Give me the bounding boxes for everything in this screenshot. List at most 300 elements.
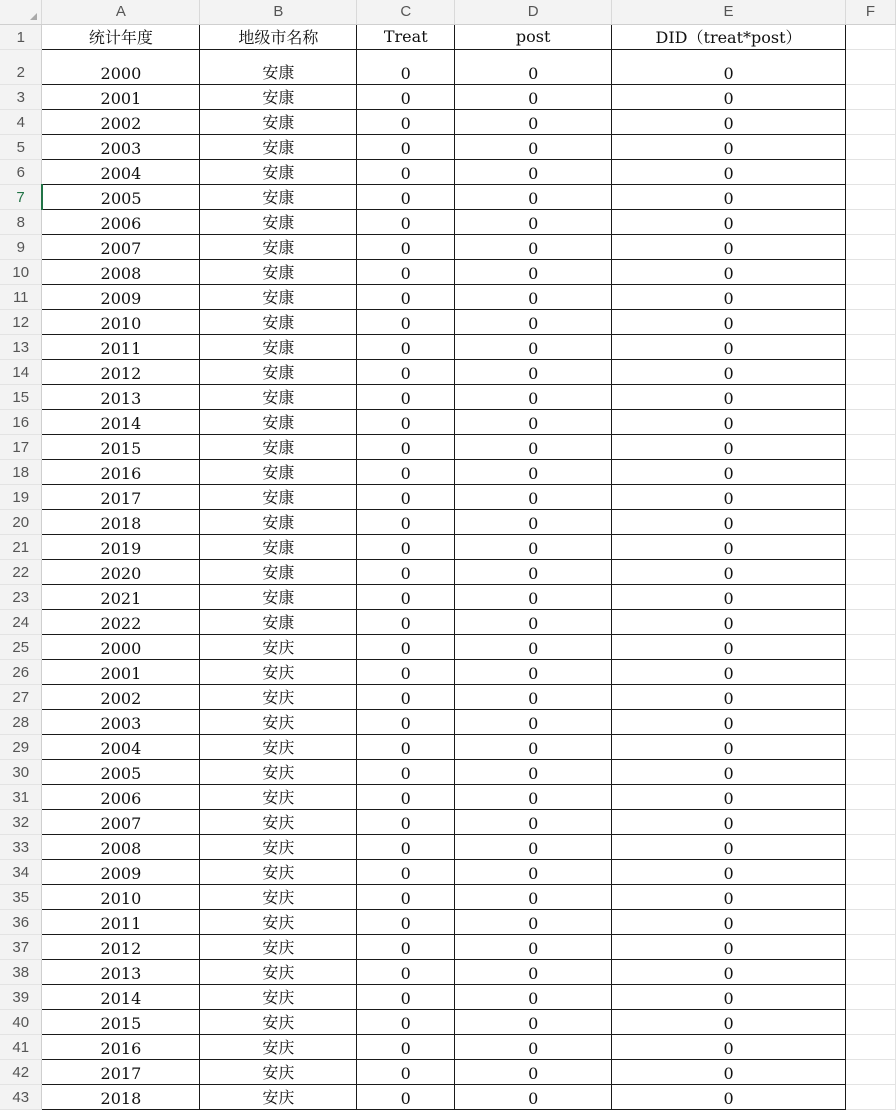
cell-did[interactable]: 0 [612, 409, 846, 434]
row-header[interactable]: 31 [0, 784, 42, 809]
cell-did[interactable]: 0 [612, 134, 846, 159]
cell-year[interactable]: 2016 [42, 1034, 200, 1059]
cell-post[interactable]: 0 [455, 784, 612, 809]
cell-treat[interactable]: 0 [357, 84, 455, 109]
row-header[interactable]: 36 [0, 909, 42, 934]
row-header[interactable]: 23 [0, 584, 42, 609]
cell-treat[interactable]: 0 [357, 884, 455, 909]
cell-did[interactable]: 0 [612, 534, 846, 559]
cell-empty[interactable] [846, 49, 896, 84]
cell-city[interactable]: 安庆 [200, 709, 357, 734]
cell-city[interactable]: 安康 [200, 134, 357, 159]
cell-did[interactable]: 0 [612, 559, 846, 584]
cell-empty[interactable] [846, 24, 896, 49]
cell-city-header[interactable]: 地级市名称 [200, 24, 357, 49]
row-header[interactable]: 40 [0, 1009, 42, 1034]
cell-empty[interactable] [846, 809, 896, 834]
cell-empty[interactable] [846, 459, 896, 484]
cell-did[interactable]: 0 [612, 1059, 846, 1084]
cell-did[interactable]: 0 [612, 734, 846, 759]
cell-did[interactable]: 0 [612, 259, 846, 284]
cell-empty[interactable] [846, 759, 896, 784]
cell-city[interactable]: 安康 [200, 109, 357, 134]
row-header[interactable]: 39 [0, 984, 42, 1009]
cell-empty[interactable] [846, 584, 896, 609]
cell-empty[interactable] [846, 859, 896, 884]
cell-year[interactable]: 2021 [42, 584, 200, 609]
cell-treat[interactable]: 0 [357, 534, 455, 559]
cell-post[interactable]: 0 [455, 909, 612, 934]
row-header[interactable]: 28 [0, 709, 42, 734]
row-header[interactable]: 6 [0, 159, 42, 184]
cell-city[interactable]: 安庆 [200, 659, 357, 684]
cell-post[interactable]: 0 [455, 384, 612, 409]
cell-post[interactable]: 0 [455, 759, 612, 784]
cell-did[interactable]: 0 [612, 1009, 846, 1034]
cell-treat[interactable]: 0 [357, 384, 455, 409]
cell-did[interactable]: 0 [612, 909, 846, 934]
cell-year[interactable]: 2012 [42, 359, 200, 384]
cell-did[interactable]: 0 [612, 884, 846, 909]
cell-empty[interactable] [846, 834, 896, 859]
cell-post[interactable]: 0 [455, 584, 612, 609]
cell-post[interactable]: 0 [455, 834, 612, 859]
cell-city[interactable]: 安康 [200, 159, 357, 184]
cell-empty[interactable] [846, 159, 896, 184]
cell-post[interactable]: 0 [455, 334, 612, 359]
row-header[interactable]: 13 [0, 334, 42, 359]
cell-year[interactable]: 2015 [42, 1009, 200, 1034]
cell-city[interactable]: 安庆 [200, 809, 357, 834]
cell-city[interactable]: 安庆 [200, 1034, 357, 1059]
cell-post[interactable]: 0 [455, 934, 612, 959]
cell-city[interactable]: 安康 [200, 384, 357, 409]
cell-treat[interactable]: 0 [357, 434, 455, 459]
cell-post[interactable]: 0 [455, 84, 612, 109]
cell-post[interactable]: 0 [455, 434, 612, 459]
row-header[interactable]: 5 [0, 134, 42, 159]
cell-year[interactable]: 2007 [42, 809, 200, 834]
cell-did[interactable]: 0 [612, 209, 846, 234]
cell-post[interactable]: 0 [455, 109, 612, 134]
cell-treat[interactable]: 0 [357, 334, 455, 359]
row-header[interactable]: 3 [0, 84, 42, 109]
cell-year[interactable]: 2016 [42, 459, 200, 484]
row-header[interactable]: 27 [0, 684, 42, 709]
cell-treat[interactable]: 0 [357, 134, 455, 159]
cell-empty[interactable] [846, 1084, 896, 1109]
cell-post[interactable]: 0 [455, 659, 612, 684]
cell-post[interactable]: 0 [455, 284, 612, 309]
cell-city[interactable]: 安康 [200, 559, 357, 584]
row-header[interactable]: 37 [0, 934, 42, 959]
cell-city[interactable]: 安康 [200, 334, 357, 359]
cell-year[interactable]: 2000 [42, 49, 200, 84]
row-header[interactable]: 19 [0, 484, 42, 509]
cell-post[interactable]: 0 [455, 809, 612, 834]
cell-post[interactable]: 0 [455, 259, 612, 284]
cell-city[interactable]: 安康 [200, 234, 357, 259]
cell-did[interactable]: 0 [612, 359, 846, 384]
cell-year[interactable]: 2006 [42, 209, 200, 234]
cell-year[interactable]: 2012 [42, 934, 200, 959]
cell-did[interactable]: 0 [612, 334, 846, 359]
row-header[interactable]: 17 [0, 434, 42, 459]
cell-post[interactable]: 0 [455, 509, 612, 534]
cell-treat[interactable]: 0 [357, 934, 455, 959]
cell-treat[interactable]: 0 [357, 959, 455, 984]
cell-did[interactable]: 0 [612, 234, 846, 259]
row-header[interactable]: 9 [0, 234, 42, 259]
cell-empty[interactable] [846, 109, 896, 134]
cell-city[interactable]: 安庆 [200, 884, 357, 909]
row-header[interactable]: 11 [0, 284, 42, 309]
cell-empty[interactable] [846, 559, 896, 584]
cell-year[interactable]: 2014 [42, 409, 200, 434]
cell-post[interactable]: 0 [455, 609, 612, 634]
cell-year[interactable]: 2008 [42, 834, 200, 859]
cell-treat[interactable]: 0 [357, 484, 455, 509]
cell-treat[interactable]: 0 [357, 734, 455, 759]
cell-post[interactable]: 0 [455, 459, 612, 484]
cell-treat[interactable]: 0 [357, 1084, 455, 1109]
row-header[interactable]: 26 [0, 659, 42, 684]
cell-did[interactable]: 0 [612, 284, 846, 309]
cell-empty[interactable] [846, 209, 896, 234]
cell-empty[interactable] [846, 984, 896, 1009]
cell-treat[interactable]: 0 [357, 359, 455, 384]
row-header[interactable]: 25 [0, 634, 42, 659]
cell-year[interactable]: 2019 [42, 534, 200, 559]
column-header-b[interactable]: B [200, 0, 357, 24]
cell-empty[interactable] [846, 234, 896, 259]
cell-post[interactable]: 0 [455, 959, 612, 984]
row-header[interactable]: 16 [0, 409, 42, 434]
cell-city[interactable]: 安庆 [200, 684, 357, 709]
cell-post[interactable]: 0 [455, 884, 612, 909]
cell-year[interactable]: 2002 [42, 684, 200, 709]
cell-treat[interactable]: 0 [357, 184, 455, 209]
cell-year[interactable]: 2004 [42, 734, 200, 759]
cell-did[interactable]: 0 [612, 609, 846, 634]
cell-did[interactable]: 0 [612, 484, 846, 509]
cell-city[interactable]: 安康 [200, 584, 357, 609]
cell-post[interactable]: 0 [455, 1084, 612, 1109]
cell-post[interactable]: 0 [455, 734, 612, 759]
column-header-d[interactable]: D [455, 0, 612, 24]
select-all-corner[interactable] [0, 0, 42, 24]
column-header-f[interactable]: F [846, 0, 896, 24]
cell-city[interactable]: 安庆 [200, 634, 357, 659]
row-header[interactable]: 7 [0, 184, 42, 209]
cell-empty[interactable] [846, 709, 896, 734]
cell-treat[interactable]: 0 [357, 509, 455, 534]
cell-treat[interactable]: 0 [357, 859, 455, 884]
cell-treat[interactable]: 0 [357, 659, 455, 684]
cell-empty[interactable] [846, 284, 896, 309]
cell-city[interactable]: 安康 [200, 484, 357, 509]
cell-did[interactable]: 0 [612, 109, 846, 134]
cell-treat[interactable]: 0 [357, 759, 455, 784]
row-header[interactable]: 15 [0, 384, 42, 409]
cell-year[interactable]: 2013 [42, 384, 200, 409]
cell-city[interactable]: 安康 [200, 184, 357, 209]
cell-city[interactable]: 安康 [200, 84, 357, 109]
row-header[interactable]: 8 [0, 209, 42, 234]
cell-year[interactable]: 2002 [42, 109, 200, 134]
cell-city[interactable]: 安康 [200, 49, 357, 84]
cell-year[interactable]: 2005 [42, 184, 200, 209]
cell-empty[interactable] [846, 1034, 896, 1059]
cell-post[interactable]: 0 [455, 159, 612, 184]
cell-treat[interactable]: 0 [357, 834, 455, 859]
cell-year[interactable]: 2005 [42, 759, 200, 784]
cell-empty[interactable] [846, 609, 896, 634]
cell-treat[interactable]: 0 [357, 984, 455, 1009]
cell-treat[interactable]: 0 [357, 234, 455, 259]
cell-city[interactable]: 安庆 [200, 984, 357, 1009]
cell-post[interactable]: 0 [455, 484, 612, 509]
cell-post[interactable]: 0 [455, 1059, 612, 1084]
cell-did[interactable]: 0 [612, 834, 846, 859]
cell-year[interactable]: 2007 [42, 234, 200, 259]
cell-treat[interactable]: 0 [357, 459, 455, 484]
row-header[interactable]: 32 [0, 809, 42, 834]
cell-year[interactable]: 2000 [42, 634, 200, 659]
cell-city[interactable]: 安康 [200, 409, 357, 434]
cell-empty[interactable] [846, 184, 896, 209]
cell-year[interactable]: 2014 [42, 984, 200, 1009]
cell-year[interactable]: 2001 [42, 84, 200, 109]
cell-year-header[interactable]: 统计年度 [42, 24, 200, 49]
cell-city[interactable]: 安庆 [200, 959, 357, 984]
cell-treat[interactable]: 0 [357, 284, 455, 309]
cell-treat[interactable]: 0 [357, 109, 455, 134]
cell-post[interactable]: 0 [455, 634, 612, 659]
cell-treat[interactable]: 0 [357, 784, 455, 809]
cell-did[interactable]: 0 [612, 49, 846, 84]
row-header[interactable]: 2 [0, 49, 42, 84]
cell-year[interactable]: 2013 [42, 959, 200, 984]
cell-did[interactable]: 0 [612, 384, 846, 409]
cell-year[interactable]: 2011 [42, 334, 200, 359]
cell-post[interactable]: 0 [455, 409, 612, 434]
row-header[interactable]: 33 [0, 834, 42, 859]
cell-empty[interactable] [846, 409, 896, 434]
cell-treat[interactable]: 0 [357, 159, 455, 184]
cell-post-header[interactable]: post [455, 24, 612, 49]
row-header[interactable]: 29 [0, 734, 42, 759]
cell-empty[interactable] [846, 659, 896, 684]
cell-city[interactable]: 安康 [200, 209, 357, 234]
cell-city[interactable]: 安康 [200, 309, 357, 334]
cell-did[interactable]: 0 [612, 634, 846, 659]
cell-year[interactable]: 2006 [42, 784, 200, 809]
row-header[interactable]: 43 [0, 1084, 42, 1109]
cell-did[interactable]: 0 [612, 684, 846, 709]
cell-post[interactable]: 0 [455, 234, 612, 259]
cell-treat[interactable]: 0 [357, 609, 455, 634]
cell-city[interactable]: 安康 [200, 359, 357, 384]
column-header-e[interactable]: E [612, 0, 846, 24]
cell-empty[interactable] [846, 384, 896, 409]
cell-empty[interactable] [846, 1059, 896, 1084]
cell-empty[interactable] [846, 934, 896, 959]
cell-empty[interactable] [846, 784, 896, 809]
cell-city[interactable]: 安庆 [200, 734, 357, 759]
cell-city[interactable]: 安庆 [200, 859, 357, 884]
cell-post[interactable]: 0 [455, 559, 612, 584]
cell-did-header[interactable]: DID（treat*post） [612, 24, 846, 49]
cell-did[interactable]: 0 [612, 959, 846, 984]
cell-year[interactable]: 2009 [42, 859, 200, 884]
cell-did[interactable]: 0 [612, 84, 846, 109]
cell-year[interactable]: 2010 [42, 884, 200, 909]
cell-empty[interactable] [846, 434, 896, 459]
cell-did[interactable]: 0 [612, 184, 846, 209]
cell-empty[interactable] [846, 959, 896, 984]
cell-did[interactable]: 0 [612, 1084, 846, 1109]
cell-empty[interactable] [846, 484, 896, 509]
cell-treat-header[interactable]: Treat [357, 24, 455, 49]
row-header[interactable]: 10 [0, 259, 42, 284]
cell-city[interactable]: 安康 [200, 284, 357, 309]
cell-did[interactable]: 0 [612, 859, 846, 884]
cell-treat[interactable]: 0 [357, 634, 455, 659]
cell-city[interactable]: 安庆 [200, 1059, 357, 1084]
cell-empty[interactable] [846, 84, 896, 109]
cell-city[interactable]: 安康 [200, 534, 357, 559]
cell-treat[interactable]: 0 [357, 1009, 455, 1034]
cell-city[interactable]: 安康 [200, 609, 357, 634]
row-header[interactable]: 18 [0, 459, 42, 484]
cell-year[interactable]: 2010 [42, 309, 200, 334]
cell-treat[interactable]: 0 [357, 809, 455, 834]
cell-treat[interactable]: 0 [357, 909, 455, 934]
cell-city[interactable]: 安庆 [200, 834, 357, 859]
cell-did[interactable]: 0 [612, 309, 846, 334]
cell-did[interactable]: 0 [612, 509, 846, 534]
cell-empty[interactable] [846, 884, 896, 909]
cell-did[interactable]: 0 [612, 1034, 846, 1059]
cell-empty[interactable] [846, 259, 896, 284]
cell-post[interactable]: 0 [455, 1009, 612, 1034]
cell-year[interactable]: 2017 [42, 1059, 200, 1084]
cell-year[interactable]: 2003 [42, 709, 200, 734]
row-header[interactable]: 30 [0, 759, 42, 784]
cell-did[interactable]: 0 [612, 784, 846, 809]
cell-treat[interactable]: 0 [357, 559, 455, 584]
cell-post[interactable]: 0 [455, 534, 612, 559]
cell-city[interactable]: 安庆 [200, 784, 357, 809]
cell-city[interactable]: 安庆 [200, 1084, 357, 1109]
cell-did[interactable]: 0 [612, 984, 846, 1009]
row-header[interactable]: 14 [0, 359, 42, 384]
cell-empty[interactable] [846, 634, 896, 659]
row-header[interactable]: 1 [0, 24, 42, 49]
row-header[interactable]: 41 [0, 1034, 42, 1059]
cell-treat[interactable]: 0 [357, 49, 455, 84]
cell-treat[interactable]: 0 [357, 209, 455, 234]
cell-did[interactable]: 0 [612, 759, 846, 784]
cell-year[interactable]: 2011 [42, 909, 200, 934]
row-header[interactable]: 22 [0, 559, 42, 584]
cell-did[interactable]: 0 [612, 809, 846, 834]
row-header[interactable]: 4 [0, 109, 42, 134]
cell-city[interactable]: 安庆 [200, 1009, 357, 1034]
cell-post[interactable]: 0 [455, 184, 612, 209]
cell-year[interactable]: 2008 [42, 259, 200, 284]
cell-empty[interactable] [846, 734, 896, 759]
cell-empty[interactable] [846, 684, 896, 709]
cell-city[interactable]: 安康 [200, 259, 357, 284]
row-header[interactable]: 35 [0, 884, 42, 909]
row-header[interactable]: 20 [0, 509, 42, 534]
cell-city[interactable]: 安庆 [200, 759, 357, 784]
cell-did[interactable]: 0 [612, 584, 846, 609]
cell-year[interactable]: 2001 [42, 659, 200, 684]
cell-treat[interactable]: 0 [357, 259, 455, 284]
cell-empty[interactable] [846, 509, 896, 534]
cell-city[interactable]: 安康 [200, 509, 357, 534]
cell-post[interactable]: 0 [455, 309, 612, 334]
cell-treat[interactable]: 0 [357, 1059, 455, 1084]
cell-year[interactable]: 2003 [42, 134, 200, 159]
cell-post[interactable]: 0 [455, 984, 612, 1009]
cell-year[interactable]: 2017 [42, 484, 200, 509]
cell-year[interactable]: 2009 [42, 284, 200, 309]
cell-post[interactable]: 0 [455, 49, 612, 84]
cell-city[interactable]: 安庆 [200, 909, 357, 934]
row-header[interactable]: 42 [0, 1059, 42, 1084]
cell-year[interactable]: 2004 [42, 159, 200, 184]
cell-post[interactable]: 0 [455, 359, 612, 384]
cell-treat[interactable]: 0 [357, 409, 455, 434]
cell-treat[interactable]: 0 [357, 684, 455, 709]
cell-year[interactable]: 2018 [42, 509, 200, 534]
cell-did[interactable]: 0 [612, 709, 846, 734]
cell-did[interactable]: 0 [612, 934, 846, 959]
cell-year[interactable]: 2022 [42, 609, 200, 634]
cell-city[interactable]: 安康 [200, 434, 357, 459]
cell-did[interactable]: 0 [612, 659, 846, 684]
row-header[interactable]: 12 [0, 309, 42, 334]
cell-post[interactable]: 0 [455, 709, 612, 734]
cell-empty[interactable] [846, 334, 896, 359]
row-header[interactable]: 24 [0, 609, 42, 634]
row-header[interactable]: 38 [0, 959, 42, 984]
cell-empty[interactable] [846, 909, 896, 934]
cell-year[interactable]: 2018 [42, 1084, 200, 1109]
column-header-a[interactable]: A [42, 0, 200, 24]
cell-did[interactable]: 0 [612, 459, 846, 484]
cell-empty[interactable] [846, 359, 896, 384]
cell-post[interactable]: 0 [455, 684, 612, 709]
row-header[interactable]: 21 [0, 534, 42, 559]
cell-treat[interactable]: 0 [357, 309, 455, 334]
cell-post[interactable]: 0 [455, 209, 612, 234]
cell-post[interactable]: 0 [455, 1034, 612, 1059]
cell-post[interactable]: 0 [455, 134, 612, 159]
cell-year[interactable]: 2015 [42, 434, 200, 459]
column-header-c[interactable]: C [357, 0, 455, 24]
cell-did[interactable]: 0 [612, 159, 846, 184]
cell-city[interactable]: 安康 [200, 459, 357, 484]
cell-empty[interactable] [846, 134, 896, 159]
cell-year[interactable]: 2020 [42, 559, 200, 584]
row-header[interactable]: 34 [0, 859, 42, 884]
cell-city[interactable]: 安庆 [200, 934, 357, 959]
